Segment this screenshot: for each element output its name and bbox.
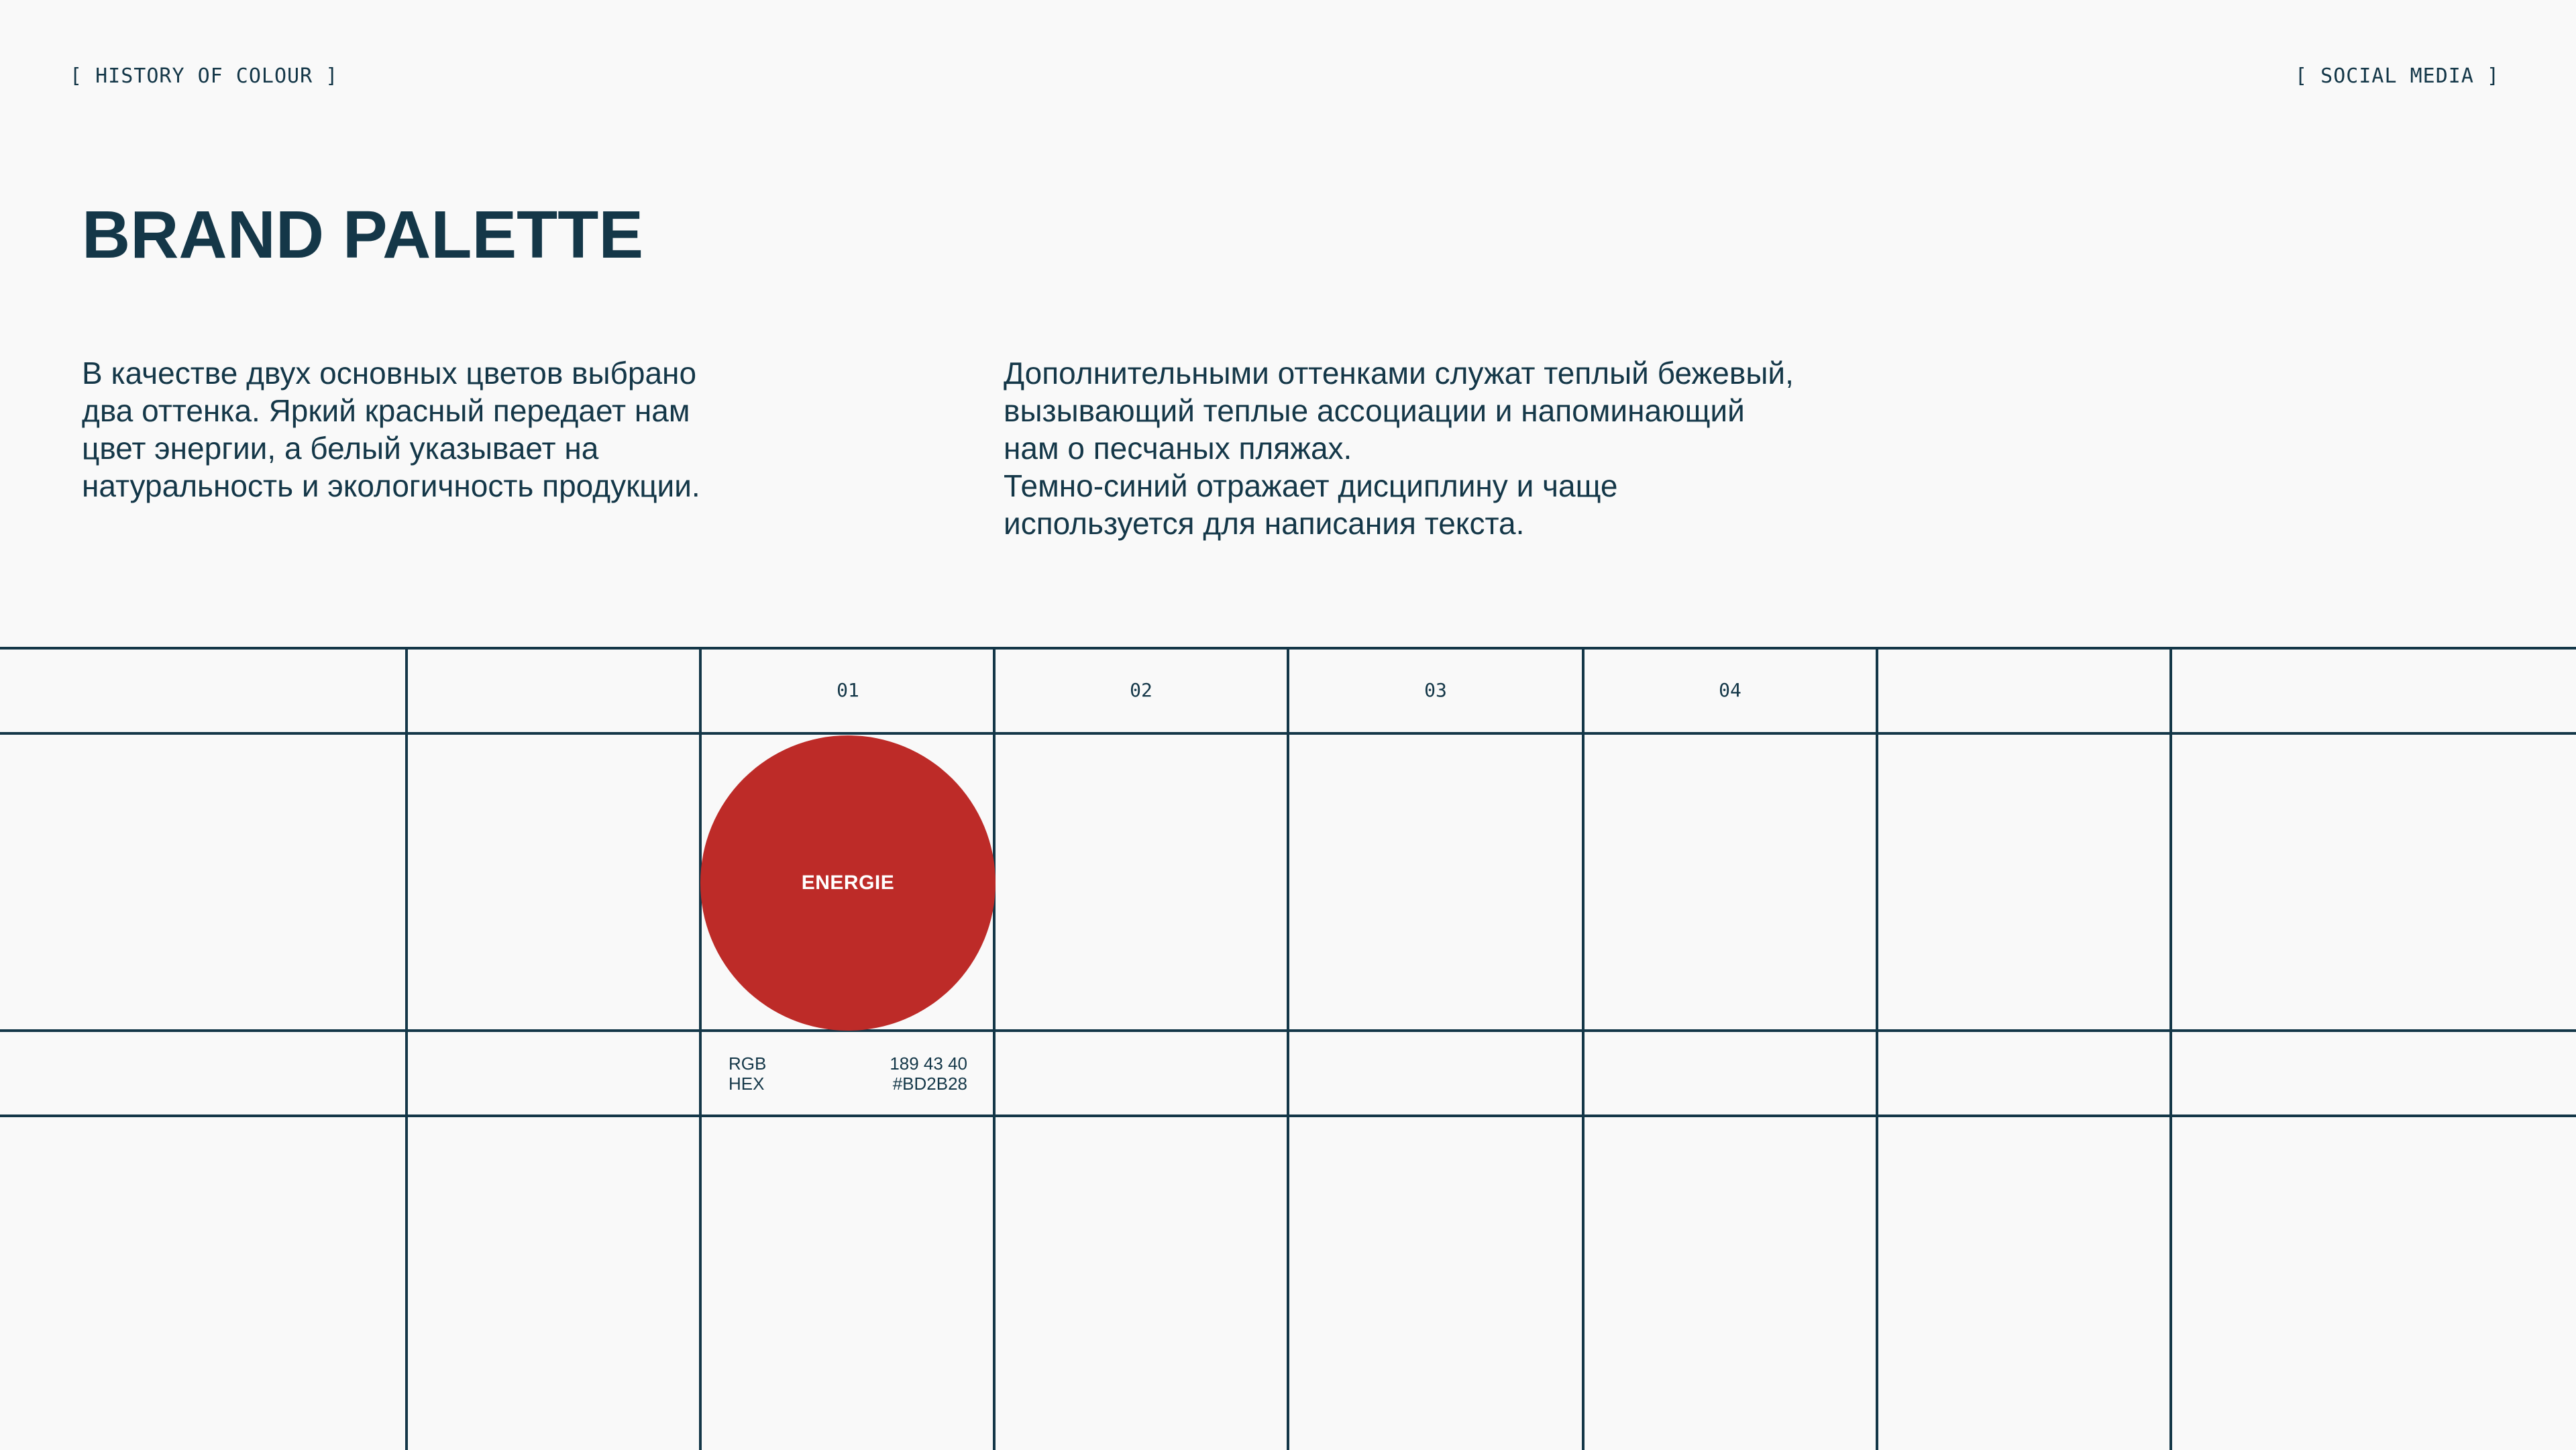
- intro-right-line: Дополнительными оттенками служат теплый бежевый,: [1004, 356, 1794, 391]
- grid-column-divider: [993, 647, 996, 1450]
- grid-row-divider: [0, 732, 2576, 735]
- intro-right-line: нам о песчаных пляжах.: [1004, 431, 1352, 466]
- grid-row-divider: [0, 1115, 2576, 1117]
- grid-column-divider: [1287, 647, 1289, 1450]
- intro-left-line: два оттенка. Яркий красный передает нам: [82, 393, 690, 428]
- social-media-tag: [ SOCIAL MEDIA ]: [2295, 64, 2500, 88]
- intro-left-line: цвет энергии, а белый указывает на: [82, 431, 599, 466]
- hex-label: HEX: [729, 1074, 765, 1094]
- intro-right-line: используется для написания текста.: [1004, 506, 1525, 541]
- grid-column-divider: [1582, 647, 1585, 1450]
- column-number-02: 02: [1130, 679, 1152, 701]
- grid-row-divider: [0, 1029, 2576, 1032]
- column-number-01: 01: [837, 679, 859, 701]
- intro-right-line: вызывающий теплые ассоциации и напоминающий: [1004, 393, 1745, 428]
- column-number-04: 04: [1719, 679, 1741, 701]
- intro-right-line: Темно-синий отражает дисциплину и чаще: [1004, 468, 1618, 503]
- grid-column-divider: [1876, 647, 1878, 1450]
- hex-value: #BD2B28: [892, 1074, 967, 1094]
- grid-column-divider: [405, 647, 408, 1450]
- intro-left-line: В качестве двух основных цветов выбрано: [82, 356, 697, 391]
- hex-spec-row: [729, 1074, 967, 1094]
- grid-column-divider: [699, 647, 702, 1450]
- column-number-03: 03: [1424, 679, 1447, 701]
- grid-row-divider: [0, 647, 2576, 650]
- page-title: BRAND PALETTE: [82, 197, 644, 272]
- intro-left-line: натуральность и экологичность продукции.: [82, 468, 700, 503]
- swatch-label: ENERGIE: [801, 872, 895, 894]
- rgb-label: RGB: [729, 1053, 767, 1074]
- energie-color-swatch: [700, 735, 996, 1031]
- rgb-value: 189 43 40: [890, 1053, 967, 1074]
- grid-column-divider: [2169, 647, 2172, 1450]
- intro-paragraph-left: [82, 354, 700, 505]
- history-of-colour-tag: [ HISTORY OF COLOUR ]: [70, 64, 339, 88]
- rgb-spec-row: [729, 1053, 967, 1074]
- intro-paragraph-right: [1004, 354, 1794, 542]
